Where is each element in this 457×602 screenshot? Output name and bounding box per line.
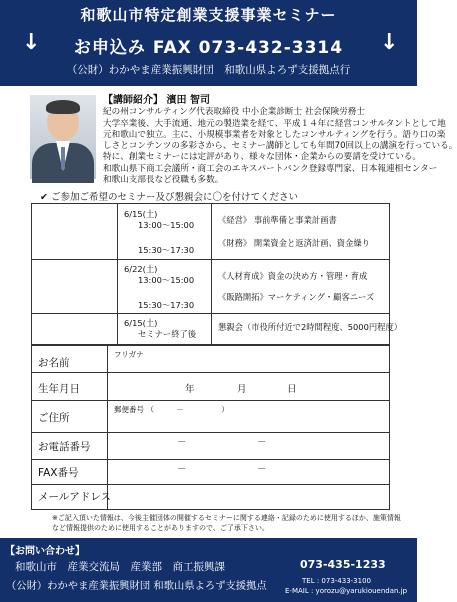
contact-foundation: （公財）わかやま産業振興財団 和歌山県よろず支援拠点 bbox=[6, 580, 267, 592]
profile-line: 和歌山支部長など役職も多数。 bbox=[103, 175, 224, 186]
seminar-date: 6/22(土) bbox=[124, 264, 158, 274]
phone-dash: － bbox=[177, 437, 187, 448]
seminar-topic: 《販路開拓》マーケティング・顧客ニーズ bbox=[218, 292, 375, 302]
contact-title: 【お問い合わせ】 bbox=[5, 546, 85, 557]
profile-line: しさとコンテンツの多彩さから、セミナー講師としても年間70回以上の講演を行っている。 bbox=[103, 141, 457, 152]
seminar-time: 13:00～15:00 bbox=[138, 275, 195, 285]
privacy-note: ※ご記入頂いた情報は、今後主催団体の開催するセミナーに関する連絡・記録のために使用するほか、施策情報など情報提供のために使用することがありますので、ご了承下さい。 bbox=[52, 514, 401, 532]
profile-line: 元和歌山で独立。主に、小規模事業者を対象としたコンサルティングを行う。語り口の楽 bbox=[103, 129, 446, 140]
email-label: メールアドレス bbox=[38, 491, 111, 503]
table-row[interactable] bbox=[32, 259, 389, 314]
lecturer-photo bbox=[30, 95, 96, 179]
seminar-date: 6/15(土) bbox=[124, 318, 158, 328]
birthdate-label: 生年月日 bbox=[38, 383, 80, 395]
application-form bbox=[31, 345, 390, 510]
fax-number: お申込み FAX 073-432-3314 bbox=[73, 38, 344, 58]
day-label: 日 bbox=[287, 384, 297, 395]
contact-tel: TEL : 073-433-3100 bbox=[302, 577, 371, 585]
furigana-label: フリガナ bbox=[114, 350, 144, 359]
seminar-topic: 《財務》 開業資金と返済計画、資金繰り bbox=[218, 238, 370, 248]
lecturer-name: 【講師紹介】 濱田 智司 bbox=[103, 95, 210, 106]
down-arrow-icon: ↓ bbox=[380, 30, 399, 55]
seminar-table bbox=[31, 203, 403, 345]
contact-city: 和歌山市 産業交流局 産業部 商工振興課 bbox=[15, 561, 225, 573]
seminar-time: 15:30～17:30 bbox=[138, 245, 195, 255]
down-arrow-icon: ↓ bbox=[22, 30, 41, 55]
postal-code-field[interactable]: 郵便番号 （ － ） bbox=[114, 405, 229, 414]
seminar-time: 13:00～15:00 bbox=[138, 220, 195, 230]
page-title: 和歌山市特定創業支援事業セミナー bbox=[80, 6, 337, 24]
organization-line: （公財）わかやま産業振興財団 和歌山県よろず支援拠点行 bbox=[66, 64, 351, 76]
phone-label: お電話番号 bbox=[38, 441, 91, 453]
seminar-date: 6/15(土) bbox=[124, 209, 158, 219]
fax-label: FAX番号 bbox=[38, 467, 79, 479]
contact-phone: 073-435-1233 bbox=[300, 558, 386, 571]
selection-instruction: ✔ ご参加ご希望のセミナー及び懇親会に〇を付けてください bbox=[40, 192, 298, 203]
name-label: お名前 bbox=[38, 357, 70, 369]
lecturer-profile bbox=[103, 95, 457, 186]
birthdate-row[interactable] bbox=[32, 372, 389, 401]
fax-dash: － bbox=[257, 464, 267, 475]
profile-line: 大学卒業後、大手流通、地元の製造業を経て、平成１４年に経営コンサルタントとして地 bbox=[103, 118, 446, 129]
phone-dash: － bbox=[257, 437, 267, 448]
contact-footer bbox=[0, 538, 417, 602]
profile-line: 特に、創業セミナーには定評があり、様々な団体・企業からの要請を受けている。 bbox=[103, 152, 421, 163]
seminar-topic: 懇親会（市役所付近で2時間程度、5000円程度） bbox=[218, 322, 403, 332]
name-row[interactable] bbox=[32, 346, 389, 373]
contact-email: E-MAIL : yorozu@yarukiouendan.jp bbox=[285, 587, 408, 595]
seminar-time: セミナー終了後 bbox=[138, 329, 197, 339]
table-row[interactable] bbox=[32, 204, 389, 260]
seminar-topic: 《経営》 事前準備と事業計画書 bbox=[218, 215, 337, 225]
header-banner bbox=[0, 0, 417, 86]
address-label: ご住所 bbox=[38, 412, 70, 424]
seminar-time: 15:30～17:30 bbox=[138, 300, 195, 310]
fax-dash: － bbox=[177, 464, 187, 475]
year-label: 年 bbox=[185, 384, 195, 395]
month-label: 月 bbox=[237, 384, 247, 395]
profile-line: 和歌山県下商工会議所・商工会のエキスパートバンク登録専門家、日本報連相センター bbox=[103, 163, 438, 174]
profile-line: 紀の州コンサルティング代表取締役 中小企業診断士 社会保険労務士 bbox=[103, 107, 365, 118]
seminar-topic: 《人材育成》資金の決め方・管理・育成 bbox=[218, 271, 368, 281]
fax-row[interactable] bbox=[32, 459, 389, 485]
